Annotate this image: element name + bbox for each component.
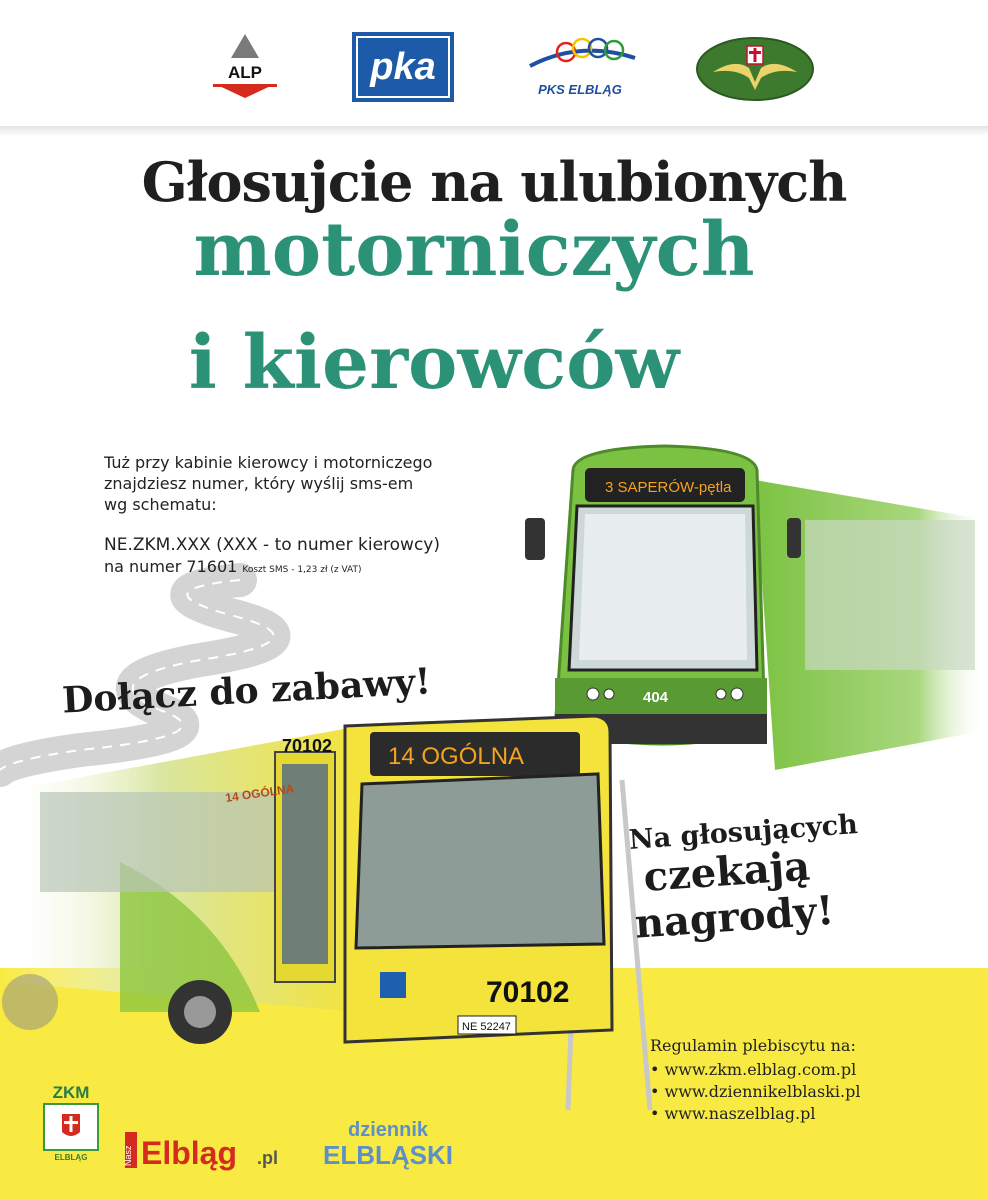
regulations-heading: Regulamin plebiscytu na: — [650, 1036, 856, 1055]
headline-line-2: motorniczych — [193, 207, 755, 293]
strip-shadow — [0, 126, 988, 136]
sms-code-line: NE.ZKM.XXX (XXX - to numer kierowcy) — [104, 535, 440, 555]
instruction-line: znajdziesz numer, który wyślij sms-em — [104, 474, 414, 493]
eagle-emblem-logo — [695, 36, 815, 102]
sms-number-line: na numer 71601 Koszt SMS - 1,23 zł (z VAT) — [104, 557, 362, 576]
svg-text:NE 52247: NE 52247 — [462, 1021, 511, 1033]
svg-text:14 OGÓLNA: 14 OGÓLNA — [224, 781, 296, 805]
instruction-line: Tuż przy kabinie kierowcy i motorniczego — [104, 453, 433, 472]
svg-text:Elbląg: Elbląg — [141, 1135, 238, 1171]
bus-image — [0, 712, 612, 1060]
svg-text:.pl: .pl — [257, 1148, 278, 1168]
svg-text:pka: pka — [370, 46, 436, 88]
svg-text:3 SAPERÓW-pętla: 3 SAPERÓW-pętla — [605, 479, 732, 496]
regulations-block — [650, 1035, 860, 1125]
svg-text:Nasz: Nasz — [123, 1145, 133, 1166]
website-link[interactable]: • www.naszelblag.pl — [650, 1103, 860, 1125]
website-link[interactable]: • www.zkm.elblag.com.pl — [650, 1059, 860, 1081]
svg-text:PKS ELBLĄG: PKS ELBLĄG — [538, 82, 622, 97]
join-the-fun-text: Dołącz do zabawy! — [61, 660, 432, 722]
svg-text:70102: 70102 — [486, 976, 570, 1009]
sponsor-strip — [0, 0, 988, 132]
zkm-logo — [36, 1080, 106, 1164]
svg-text:ELBLĄG: ELBLĄG — [54, 1153, 88, 1162]
regulations-links-list — [650, 1059, 860, 1125]
svg-text:dziennik: dziennik — [347, 1119, 429, 1141]
svg-text:ELBLĄSKI: ELBLĄSKI — [323, 1140, 453, 1170]
pks-elblag-logo — [520, 28, 640, 106]
instructions-block — [104, 452, 524, 581]
svg-text:70102: 70102 — [282, 736, 333, 756]
prizes-text: Na głosujących czekają nagrody! — [628, 809, 859, 948]
instruction-line: wg schematu: — [104, 495, 217, 514]
svg-text:ALP: ALP — [228, 63, 262, 82]
website-link[interactable]: • www.dziennikelblaski.pl — [650, 1081, 860, 1103]
alp-logo — [205, 32, 285, 104]
svg-text:ZKM: ZKM — [52, 1083, 90, 1102]
svg-text:14 OGÓLNA: 14 OGÓLNA — [388, 743, 525, 770]
dziennik-elblaski-logo — [318, 1114, 458, 1174]
headline-line-3: i kierowców — [188, 320, 680, 406]
nasz-elblag-logo — [125, 1130, 295, 1170]
pka-logo — [352, 32, 454, 102]
sms-cost: Koszt SMS - 1,23 zł (z VAT) — [242, 565, 362, 575]
headline-line-1: Głosujcie na ulubionych — [141, 150, 847, 214]
svg-text:404: 404 — [643, 689, 669, 706]
